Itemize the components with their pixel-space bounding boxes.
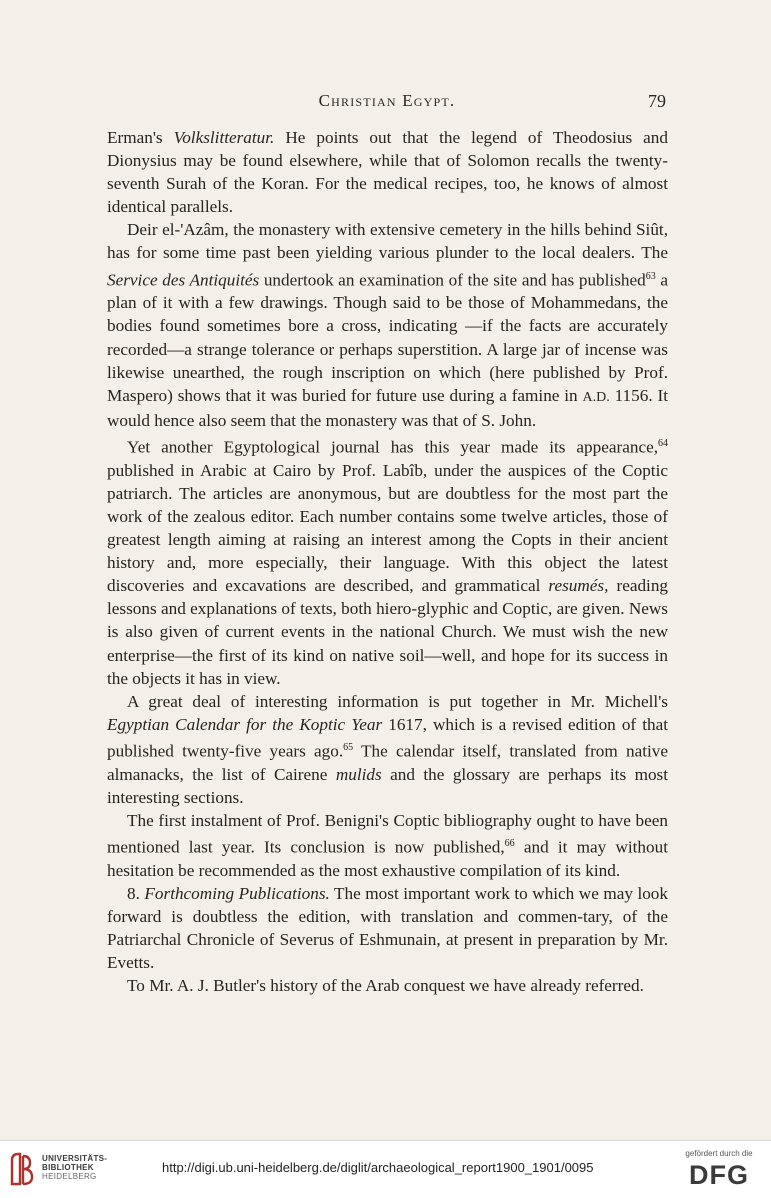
italic-word: resumés, xyxy=(548,576,609,596)
footnote-ref: 65 xyxy=(343,741,354,753)
running-head xyxy=(106,91,668,115)
funding-note: gefördert durch die xyxy=(685,1149,753,1158)
footnote-ref: 63 xyxy=(645,270,656,282)
paragraph-2: Deir el-'Azâm, the monastery with extensive cemetery in the hills behind Siût, has for some time past been yielding various plunder to the local dealers. The Service des Antiquités undertook an examination of the site and has published$^{63}$ a plan of it with a few drawings. Though said to be those of Mohammedans, the bodies found sometimes bore a cross, indicating —if the facts are accurately recorded—a strange tolerance or perhaps superstition. A large jar of incense was likewise unearthed, the rough inscription on which (here published by Prof. Maspero) shows that it was buried for future use during a famine in A.D. 1156. It would hence also seem that the monastery was that of S. John. xyxy=(107,220,668,430)
running-title: Christian Egypt. xyxy=(318,91,456,110)
source-url-link[interactable]: http://digi.ub.uni-heidelberg.de/diglit/archaeological_report1900_1901/0095 xyxy=(162,1160,594,1175)
funding-credit xyxy=(679,1149,759,1189)
paragraph-4: A great deal of interesting information is put together in Mr. Michell's Egyptian Calendar for the Koptic Year 1617, which is a revised edition of that published twenty-five years ago.$^{65}$ The calendar itself, translated from native almanacks, the list of Cairene mulids and the glossary are perhaps its most interesting sections. xyxy=(107,691,669,807)
italic-title: Volkslitteratur. xyxy=(173,128,275,147)
heidelberg-library-logo-icon[interactable] xyxy=(8,1150,38,1188)
footnote-ref: 66 xyxy=(504,838,515,850)
paragraph-6: 8. Forthcoming Publications. The most important work to which we may look forward is doubtless the edition, with translation and commen-tary, of the Patriarchal Chronicle of Severus of Eshmunain, at present in preparation by Mr. Evetts. xyxy=(107,883,668,973)
paragraph-5: The first instalment of Prof. Benigni's Coptic bibliography ought to have been mentioned last year. Its conclusion is now published,$^{66}$ and it may without hesitation be recommended as the most exhaustive compilation of its kind. xyxy=(107,810,668,880)
paragraph-1: Erman's Volkslitteratur. He points out that the legend of Theodosius and Dionysius may be found elsewhere, while that of Solomon recalls the twenty-seventh Surah of the Koran. For the medical recipes, too, he knows of almost identical parallels. xyxy=(107,128,668,217)
section-heading: Forthcoming Publications. xyxy=(144,883,330,903)
page-number: 79 xyxy=(648,91,666,111)
body-text xyxy=(107,126,668,997)
paragraph-7: To Mr. A. J. Butler's history of the Arab conquest we have already referred. xyxy=(127,976,644,996)
library-name: UNIVERSITÄTS- BIBLIOTHEK HEIDELBERG xyxy=(42,1154,108,1181)
small-caps-era: A.D. xyxy=(582,389,610,405)
italic-title: Service des Antiquités xyxy=(107,270,260,290)
paragraph-3: Yet another Egyptological journal has this year made its appearance,$^{64}$ published in Arabic at Cairo by Prof. Labîb, under the auspices of the Coptic patriarch. The articles are anonymous, but are doubtless for the most part the work of the zealous editor. Each number contains some twelve articles, those of greatest length aiming at raising an interest among the Copts in their ancient history and, more especially, their language. With this object the latest discoveries and excavations are described, and grammatical resumés, reading lessons and explanations of texts, both hiero-glyphic and Coptic, are given. News is also given of current events in the national Church. We must wish the new enterprise—the first of its kind on native soil—well, and hope for its success in the objects it has in view. xyxy=(107,437,669,688)
footnote-ref: 64 xyxy=(658,437,668,449)
footer-bar xyxy=(0,1140,771,1198)
italic-word: mulids xyxy=(335,764,382,784)
dfg-logo[interactable]: DFG xyxy=(689,1160,749,1190)
italic-title: Egyptian Calendar for the Koptic Year xyxy=(107,714,383,734)
